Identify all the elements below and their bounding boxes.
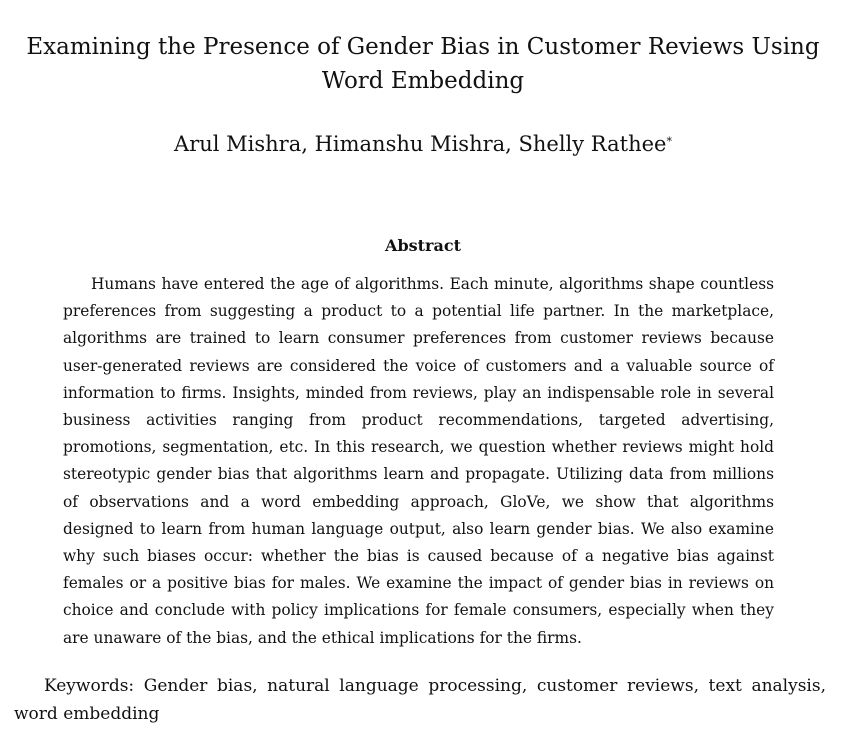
abstract-text: Humans have entered the age of algorithms. Each minute, algorithms shape countless preferences from suggesting a product to a potential life partner. In the marketplace, algorithms are trained to learn consumer preferences from customer reviews because user-generated reviews are considered the voice of customers and a valuable source of information to firms. Insights, minded from reviews, play an indispensable role in several business activities ranging from product recommendations, targeted advertising, promotions, segmentation, etc. In this research, we question whether reviews might hold stereotypic gender bias that algorithms learn and propagate. Utilizing data from millions of observations and a word embedding approach, GloVe, we show that algorithms designed to learn from human language output, also learn gender bias. We also examine why such biases occur: whether the bias is caused because of a negative bias against females or a positive bias for males. We examine the impact of gender bias in reviews on choice and conclude with policy implications for female consumers, especially when they are unaware of the bias, and the ethical implications for the firms. (63, 275, 774, 647)
author-names: Arul Mishra, Himanshu Mishra, Shelly Rathee (174, 132, 667, 156)
keywords-line (14, 672, 826, 728)
author-list (20, 129, 826, 159)
abstract-heading: Abstract (385, 236, 461, 255)
author-footnote-mark: * (666, 135, 672, 148)
keywords-list: Gender bias, natural language processing, customer reviews, text analysis, word embedding (14, 676, 827, 724)
keywords-label: Keywords: (44, 676, 135, 696)
paper-title: Examining the Presence of Gender Bias in Customer Reviews Using Word Embedding (26, 34, 820, 94)
